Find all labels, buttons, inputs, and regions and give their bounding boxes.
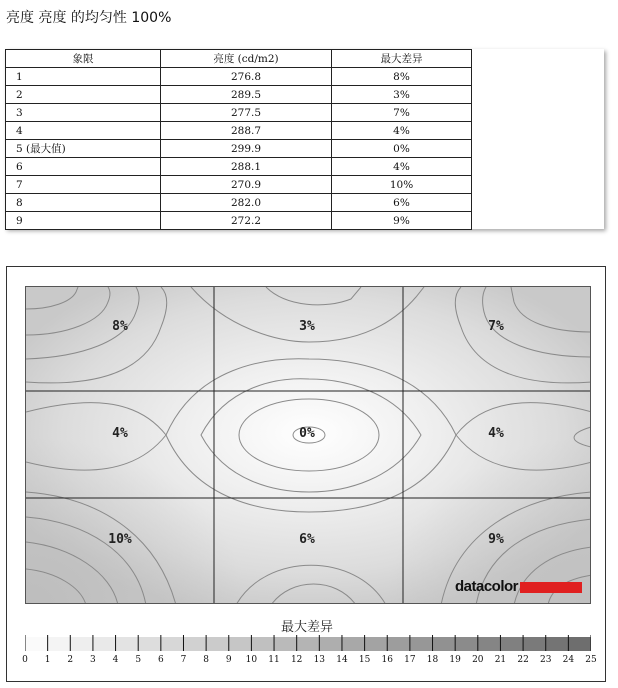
table-row [6,140,472,158]
table-row [6,194,472,212]
legend-swatch [433,637,456,651]
legend-swatch [342,637,365,651]
quadrant-4-label: 4% [112,426,128,441]
legend-tick-label: 22 [517,655,529,665]
legend-swatch [93,637,116,651]
cell-max-diff: 3% [332,86,472,104]
contour-map [26,287,591,604]
legend-tick-label: 4 [112,655,119,665]
cell-max-diff: 4% [332,158,472,176]
cell-max-diff: 9% [332,212,472,230]
quadrant-9-label: 9% [488,532,504,547]
legend-tick-label: 17 [404,655,416,665]
legend-swatch [500,637,523,651]
datacolor-logo [455,578,582,595]
legend-swatch [116,637,139,651]
cell-luminance: 272.2 [161,212,332,230]
legend-swatch [319,637,342,651]
legend-tick-label: 12 [290,655,303,665]
legend-title: 最大差异 [280,620,333,635]
table-row [6,104,472,122]
legend-tick-label: 2 [67,655,74,665]
legend-tick-label: 25 [585,655,597,665]
cell-quadrant: 5 (最大值) [6,140,161,158]
legend-swatch [274,637,297,651]
legend-swatch [138,637,161,651]
cell-max-diff: 7% [332,104,472,122]
cell-max-diff: 0% [332,140,472,158]
legend-tick-label: 18 [426,655,439,665]
cell-max-diff: 4% [332,122,472,140]
table-row [6,212,472,230]
legend-tick-label: 7 [180,655,187,665]
legend-tick-label: 23 [539,655,552,665]
cell-quadrant: 6 [6,158,161,176]
legend-swatch [365,637,388,651]
table-row [6,158,472,176]
quadrant-1-label: 8% [112,319,128,334]
legend-swatch [410,637,433,651]
legend-tick-label: 11 [268,655,280,665]
legend-swatch [297,637,320,651]
legend-tick-label: 24 [562,655,575,665]
legend-tick-labels [7,655,607,669]
legend-swatch [546,637,569,651]
legend-scale [25,633,591,651]
legend-swatch [48,637,71,651]
table-row [6,176,472,194]
legend-swatch [568,637,591,651]
legend-tick-label: 21 [494,655,507,665]
legend-tick-label: 5 [135,655,142,665]
legend-swatch [183,637,206,651]
luminance-table [5,49,472,230]
quadrant-6-label: 4% [488,426,504,441]
cell-luminance: 288.1 [161,158,332,176]
cell-quadrant: 7 [6,176,161,194]
cell-max-diff: 10% [332,176,472,194]
legend-tick-label: 19 [449,655,461,665]
table-header-row [6,50,472,68]
header-max-diff: 最大差异 [332,50,472,68]
cell-luminance: 277.5 [161,104,332,122]
legend-swatch [229,637,252,651]
legend-tick-label: 8 [203,655,209,665]
cell-luminance: 270.9 [161,176,332,194]
header-luminance: 亮度 (cd/m2) [161,50,332,68]
legend-swatch [478,637,501,651]
cell-quadrant: 9 [6,212,161,230]
cell-quadrant: 1 [6,68,161,86]
cell-luminance: 282.0 [161,194,332,212]
legend-tick-label: 16 [381,655,393,665]
cell-luminance: 289.5 [161,86,332,104]
legend-swatch [251,637,274,651]
brand-name: datacolor [454,578,518,595]
quadrant-5-label: 0% [299,426,315,441]
quadrant-7-label: 10% [108,532,132,547]
legend-tick-label: 3 [90,655,96,665]
legend-tick-label: 0 [22,655,28,665]
table-row [6,86,472,104]
legend-swatch [523,637,546,651]
cell-quadrant: 8 [6,194,161,212]
legend-tick-label: 9 [225,655,232,665]
brand-bar [520,582,582,593]
legend-tick-label: 6 [157,655,164,665]
page-title: 亮度 亮度 的均匀性 100% [6,10,172,26]
legend-swatch [206,637,229,651]
cell-max-diff: 8% [332,68,472,86]
legend-tick-label: 14 [336,655,348,665]
cell-luminance: 288.7 [161,122,332,140]
luminance-table-container [5,49,604,229]
cell-luminance: 299.9 [161,140,332,158]
legend-tick-label: 1 [44,655,51,665]
table-row [6,68,472,86]
cell-quadrant: 2 [6,86,161,104]
legend-swatch [70,637,93,651]
legend-swatch [387,637,410,651]
uniformity-heatmap [25,286,591,604]
header-quadrant: 象限 [6,50,161,68]
quadrant-3-label: 7% [488,319,504,334]
table-row [6,122,472,140]
legend-swatch [455,637,478,651]
cell-max-diff: 6% [332,194,472,212]
legend-tick-label: 15 [358,655,371,665]
legend-tick-label: 20 [472,655,484,665]
legend-swatch [25,637,48,651]
cell-quadrant: 4 [6,122,161,140]
uniformity-panel [6,266,606,682]
legend-tick-label: 13 [313,655,326,665]
quadrant-2-label: 3% [299,319,315,334]
quadrant-8-label: 6% [299,532,315,547]
cell-quadrant: 3 [6,104,161,122]
cell-luminance: 276.8 [161,68,332,86]
legend-tick-label: 10 [245,655,258,665]
legend-swatch [161,637,184,651]
